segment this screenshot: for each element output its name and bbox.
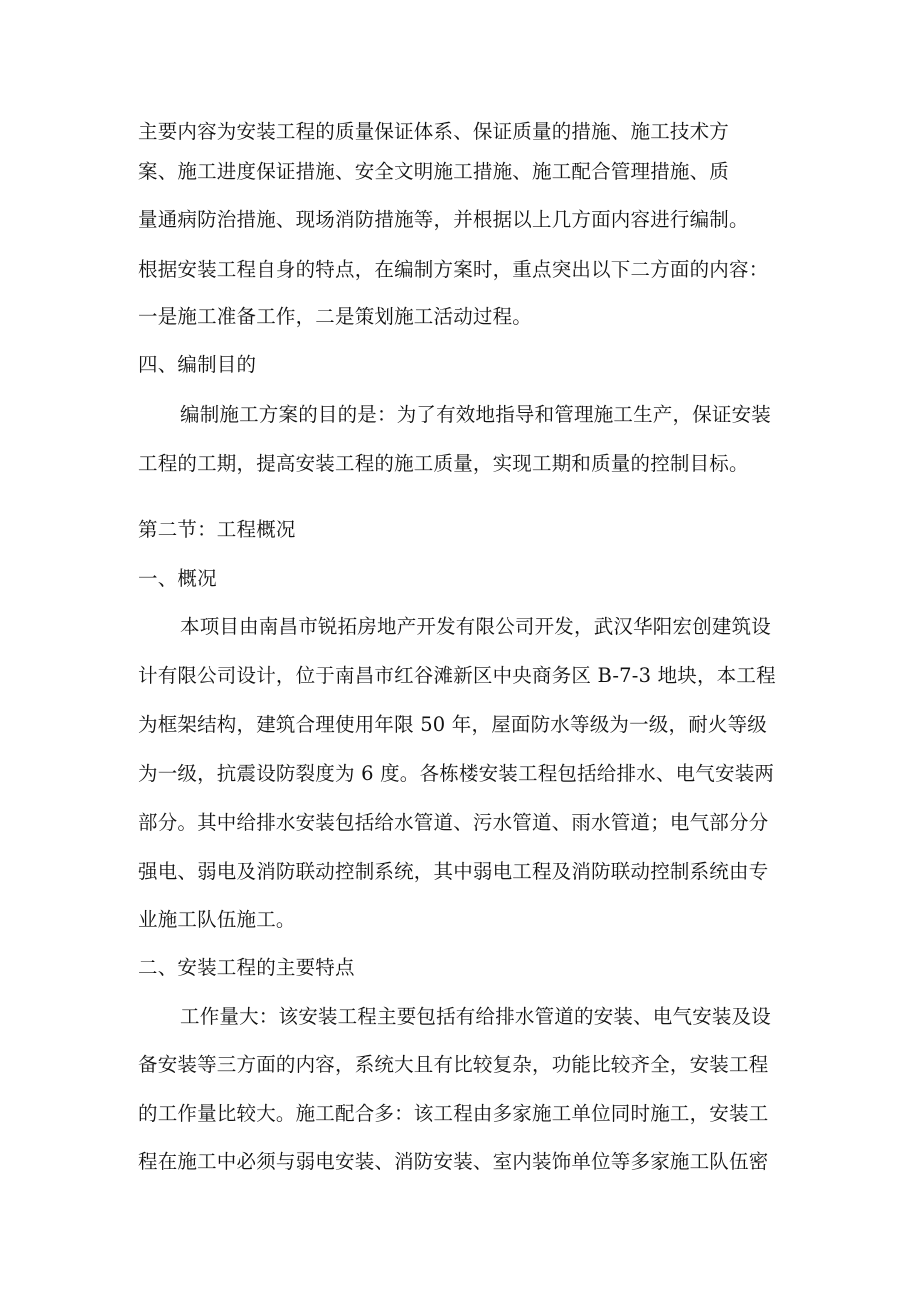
section-heading: 一、概况: [138, 567, 217, 590]
paragraph-line: 量通病防治措施、现场消防措施等，并根据以上几方面内容进行编制。: [138, 208, 749, 231]
paragraph-line: 备安装等三方面的内容，系统大且有比较复杂，功能比较齐全，安装工程: [138, 1053, 769, 1076]
paragraph-line: 工程的工期，提高安装工程的施工质量，实现工期和质量的控制目标。: [138, 452, 749, 475]
paragraph-line: 编制施工方案的目的是：为了有效地指导和管理施工生产，保证安装: [180, 403, 772, 426]
paragraph-line: 业施工队伍施工。: [138, 908, 296, 931]
paragraph-line: 一是施工准备工作，二是策划施工活动过程。: [138, 305, 533, 328]
paragraph-line: 的工作量比较大。施工配合多：该工程由多家施工单位同时施工，安装工: [138, 1102, 769, 1125]
chapter-heading: 第二节：工程概况: [138, 518, 296, 541]
paragraph-line: 根据安装工程自身的特点，在编制方案时，重点突出以下二方面的内容：: [138, 258, 769, 281]
paragraph-line: 为框架结构，建筑合理使用年限 50 年，屋面防水等级为一级，耐火等级: [138, 713, 768, 736]
paragraph-line: 程在施工中必须与弱电安装、消防安装、室内装饰单位等多家施工队伍密: [138, 1150, 769, 1173]
section-heading: 二、安装工程的主要特点: [138, 956, 355, 979]
paragraph-line: 计有限公司设计，位于南昌市红谷滩新区中央商务区 B-7-3 地块，本工程: [138, 664, 776, 687]
paragraph-line: 工作量大：该安装工程主要包括有给排水管道的安装、电气安装及设: [180, 1005, 772, 1028]
paragraph-line: 主要内容为安装工程的质量保证体系、保证质量的措施、施工技术方: [138, 120, 730, 143]
paragraph-line: 案、施工进度保证措施、安全文明施工措施、施工配合管理措施、质: [138, 160, 730, 183]
paragraph-line: 本项目由南昌市锐拓房地产开发有限公司开发，武汉华阳宏创建筑设: [180, 615, 772, 638]
paragraph-line: 部分。其中给排水安装包括给水管道、污水管道、雨水管道；电气部分分: [138, 811, 769, 834]
section-heading: 四、编制目的: [138, 353, 257, 376]
paragraph-line: 为一级，抗震设防裂度为 6 度。各栋楼安装工程包括给排水、电气安装两: [138, 762, 775, 785]
paragraph-line: 强电、弱电及消防联动控制系统，其中弱电工程及消防联动控制系统由专: [138, 860, 769, 883]
